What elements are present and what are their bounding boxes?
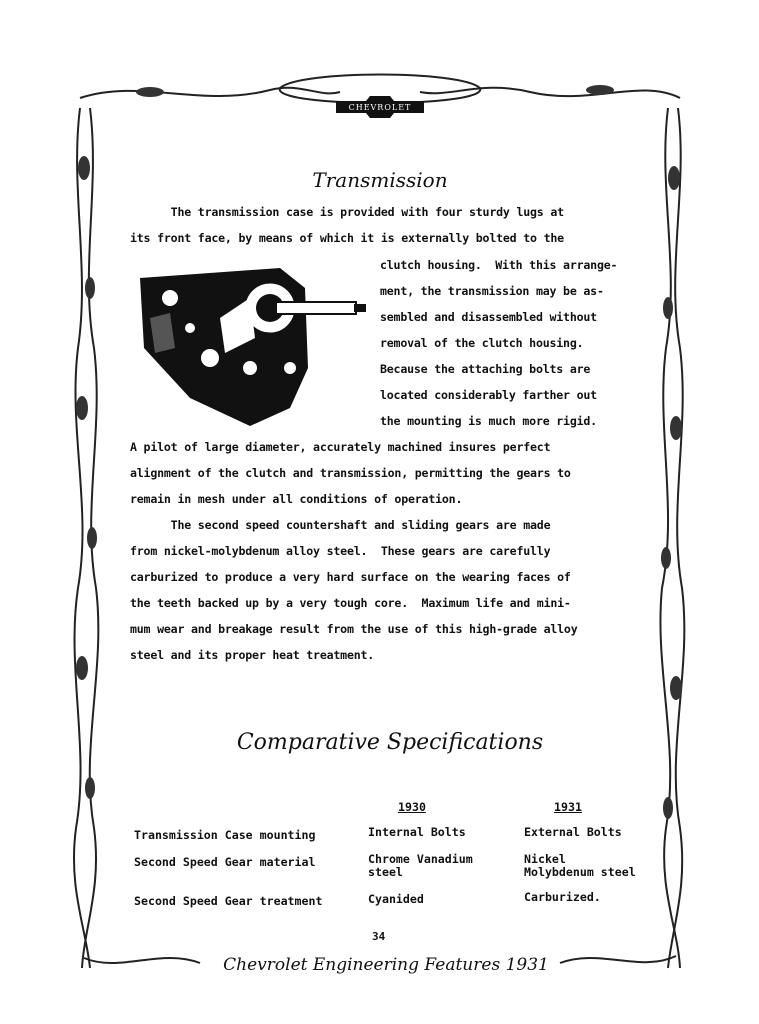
spec-row-1931: External Bolts — [524, 825, 622, 839]
transmission-illustration — [130, 258, 370, 430]
spec-row-1931: Carburized. — [524, 890, 601, 904]
page-title: Transmission — [312, 168, 448, 192]
paragraph-gears: The second speed countershaft and sliding gears are made from nickel-molybdenum alloy steel. These gears are carefully carburized to produce a very hard surface on the wearing faces of the teeth backed up by a very tough core. Maximum life and mini- mum wear and breakage result from the use of this high-grade alloy steel and its proper heat treatment. — [130, 518, 578, 662]
footer-title: Chevrolet Engineering Features 1931 — [223, 955, 549, 975]
spec-year-1931: 1931 — [554, 800, 582, 814]
spec-row-1930: Internal Bolts — [368, 825, 466, 839]
spec-row-label: Transmission Case mounting — [134, 828, 316, 842]
footer-banner — [196, 948, 576, 982]
spec-title: Comparative Specifications — [236, 730, 544, 755]
spec-row-1930: Chrome Vanadium steel — [368, 852, 473, 879]
page-number: 34 — [372, 930, 386, 943]
spec-row-1931: Nickel Molybdenum steel — [524, 852, 636, 879]
badge-text: CHEVROLET — [348, 102, 412, 112]
spec-row-1930: Cyanided — [368, 892, 424, 906]
chevrolet-bowtie-logo — [336, 96, 424, 118]
spec-year-1930: 1930 — [398, 800, 426, 814]
spec-row-label: Second Speed Gear material — [134, 855, 316, 869]
spec-row-label: Second Speed Gear treatment — [134, 894, 323, 908]
paragraph-pilot: A pilot of large diameter, accurately machined insures perfect alignment of the clutch and transmission, permitting the gears to remain in mesh under all conditions of operation. — [130, 440, 571, 506]
paragraph-intro: The transmission case is provided with four sturdy lugs at its front face, by means of which it is externally bolted to the — [130, 205, 564, 245]
paragraph-intro-side: clutch housing. With this arrange- ment, the transmission may be as- sembled and disassembled without removal of the clutch housing. Because the attaching bolts are located considerably farther out the mounting is much more rigid. — [380, 258, 618, 428]
